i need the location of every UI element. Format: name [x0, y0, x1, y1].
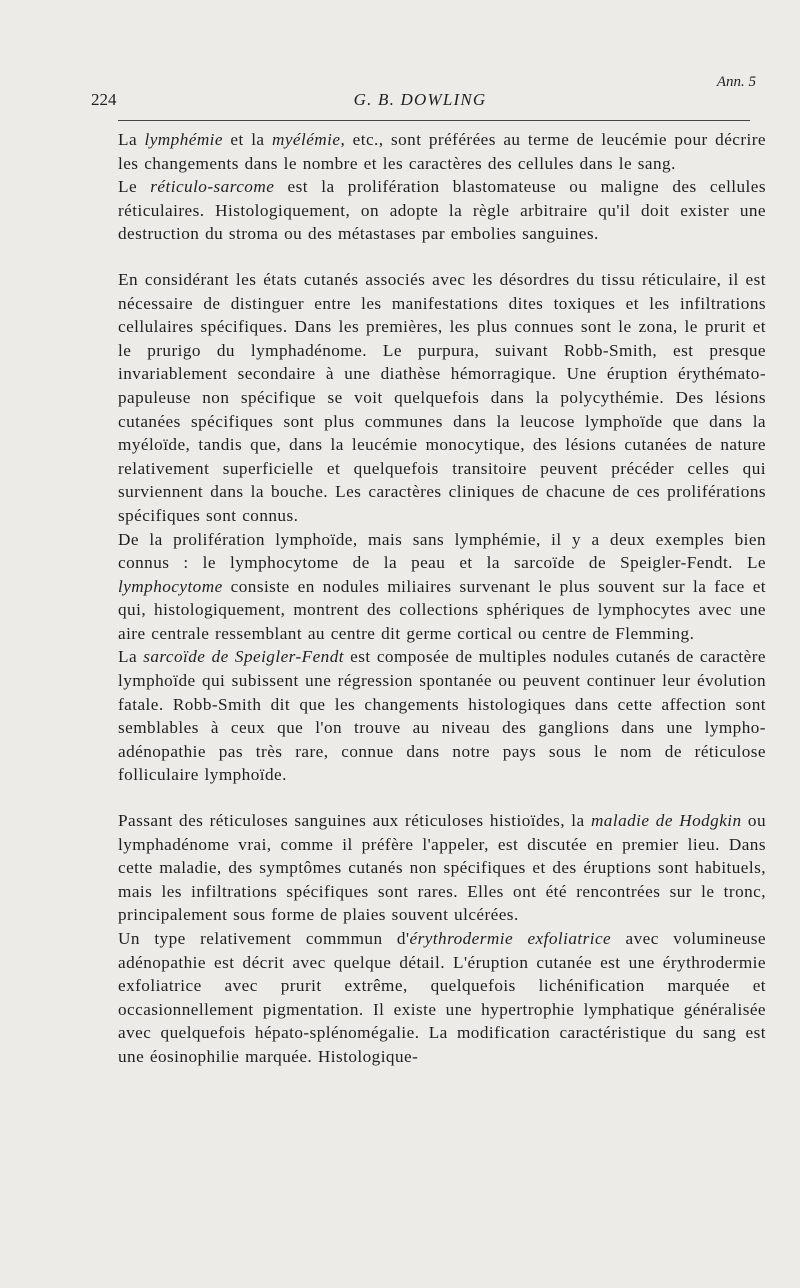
- text-run: Le: [118, 177, 151, 197]
- italic-term: lymphémie: [144, 130, 223, 149]
- paragraph-gap: [118, 246, 766, 268]
- page-header: [88, 74, 756, 118]
- text-run: La: [118, 130, 145, 149]
- italic-term: sarcoïde de Speigler-Fendt: [143, 647, 344, 667]
- text-run: De la prolifération lymphoïde, mais sans lymphémie, il y a deux exemples bien connus : le lymphocytome de la peau et la sarcoïde de Speigler-Fendt. Le: [118, 529, 766, 573]
- text-run: avec volumineuse adénopathie est décrit avec quelque détail. L'éruption cutanée est une érythrodermie exfoliatrice avec prurit extrême, quelquefois lichénification marquée et occasionnellement pigmentation. Il existe une hypertrophie lymphatique généralisée avec quelquefois hépato-splénomégalie. La modification caractéristique du sang est une éosinophilie marquée. Histologique-: [118, 929, 767, 1066]
- paragraph: [118, 645, 766, 787]
- paragraph: [118, 809, 766, 927]
- text-run: et la: [222, 130, 272, 149]
- paragraph: [118, 268, 766, 528]
- paragraph: [118, 927, 766, 1069]
- paragraph: [118, 528, 766, 646]
- text-run: Passant des réticuloses sanguines aux réticuloses histioïdes, la: [118, 811, 591, 831]
- text-run: est la prolifération blastomateuse ou maligne des cellules réticulaires. Histologiquement, on adopte la règle arbitraire qu'il doit exister une destruction du stroma ou des métastases par embolies sanguines.: [118, 177, 767, 244]
- text-run: Un type relativement commmun d': [118, 929, 410, 948]
- paragraph: [118, 128, 766, 175]
- text-run: , etc., sont préférées au terme de leucémie pour décrire les changements dans le nombre et les caractères des cellules dans le sang.: [118, 130, 766, 173]
- text-run: est composée de multiples nodules cutanés de caractère lymphoïde qui subissent une régression spontanée ou peuvent continuer leur évolution fatale. Robb-Smith dit que les changements histologiques dans cette affection sont semblables à ceux que l'on trouve au niveau des ganglions dans une lympho-adénopathie pas très rare, connue dans notre pays sous le nom de réticulose folliculaire lymphoïde.: [118, 647, 766, 785]
- text-run: ou lymphadénome vrai, comme il préfère l'appeler, est discutée en premier lieu. Dans cette maladie, des symptômes cutanés non spécifiques et des éruptions sont habituels, mais les infiltrations spécifiques sont rares. Elles ont été rencontrées sur le tronc, principalement sous forme de plaies souvent ulcérées.: [118, 811, 766, 925]
- header-rule: [118, 120, 750, 121]
- italic-term: maladie de Hodgkin: [590, 811, 742, 831]
- running-title: G. B. DOWLING: [353, 90, 487, 109]
- italic-term: lymphocytome: [118, 576, 223, 596]
- italic-term: myélémie: [271, 130, 341, 149]
- paragraph-gap: [118, 787, 766, 809]
- italic-term: érythrodermie exfoliatrice: [409, 929, 612, 948]
- page-number: 224: [91, 90, 117, 109]
- text-run: La: [118, 647, 144, 667]
- paragraph: [118, 175, 766, 246]
- body-text: [118, 128, 766, 1069]
- italic-term: réticulo-sarcome: [150, 177, 275, 197]
- text-run: consiste en nodules miliaires survenant le plus souvent sur la face et qui, histologiquement, montrent des collections sphériques de lymphocytes avec une aire centrale ressemblant au centre dit germe cortical ou centre de Flemming.: [118, 576, 766, 643]
- handwritten-annotation: Ann. 5: [716, 74, 756, 90]
- text-run: En considérant les états cutanés associés avec les désordres du tissu réticulaire, il est nécessaire de distinguer entre les manifestations dites toxiques et les infiltrations cellulaires spécifiques. Dans les premières, les plus connues sont le zona, le prurit et le prurigo du lymphadénome. Le purpura, suivant Robb-Smith, est presque invariablement secondaire à une diathèse hémorragique. Une éruption érythémato-papuleuse non spécifique se voit quelquefois dans la polycythémie. Des lésions cutanées spécifiques sont plus communes dans la leucose lymphoïde que dans la myéloïde, tandis que, dans la leucémie monocytique, des lésions cutanées de nature relativement superficielle et quelquefois transitoire peuvent précéder celles qui surviennent dans la bouche. Les caractères cliniques de chacune de ces proliférations spécifiques sont connus.: [118, 269, 766, 525]
